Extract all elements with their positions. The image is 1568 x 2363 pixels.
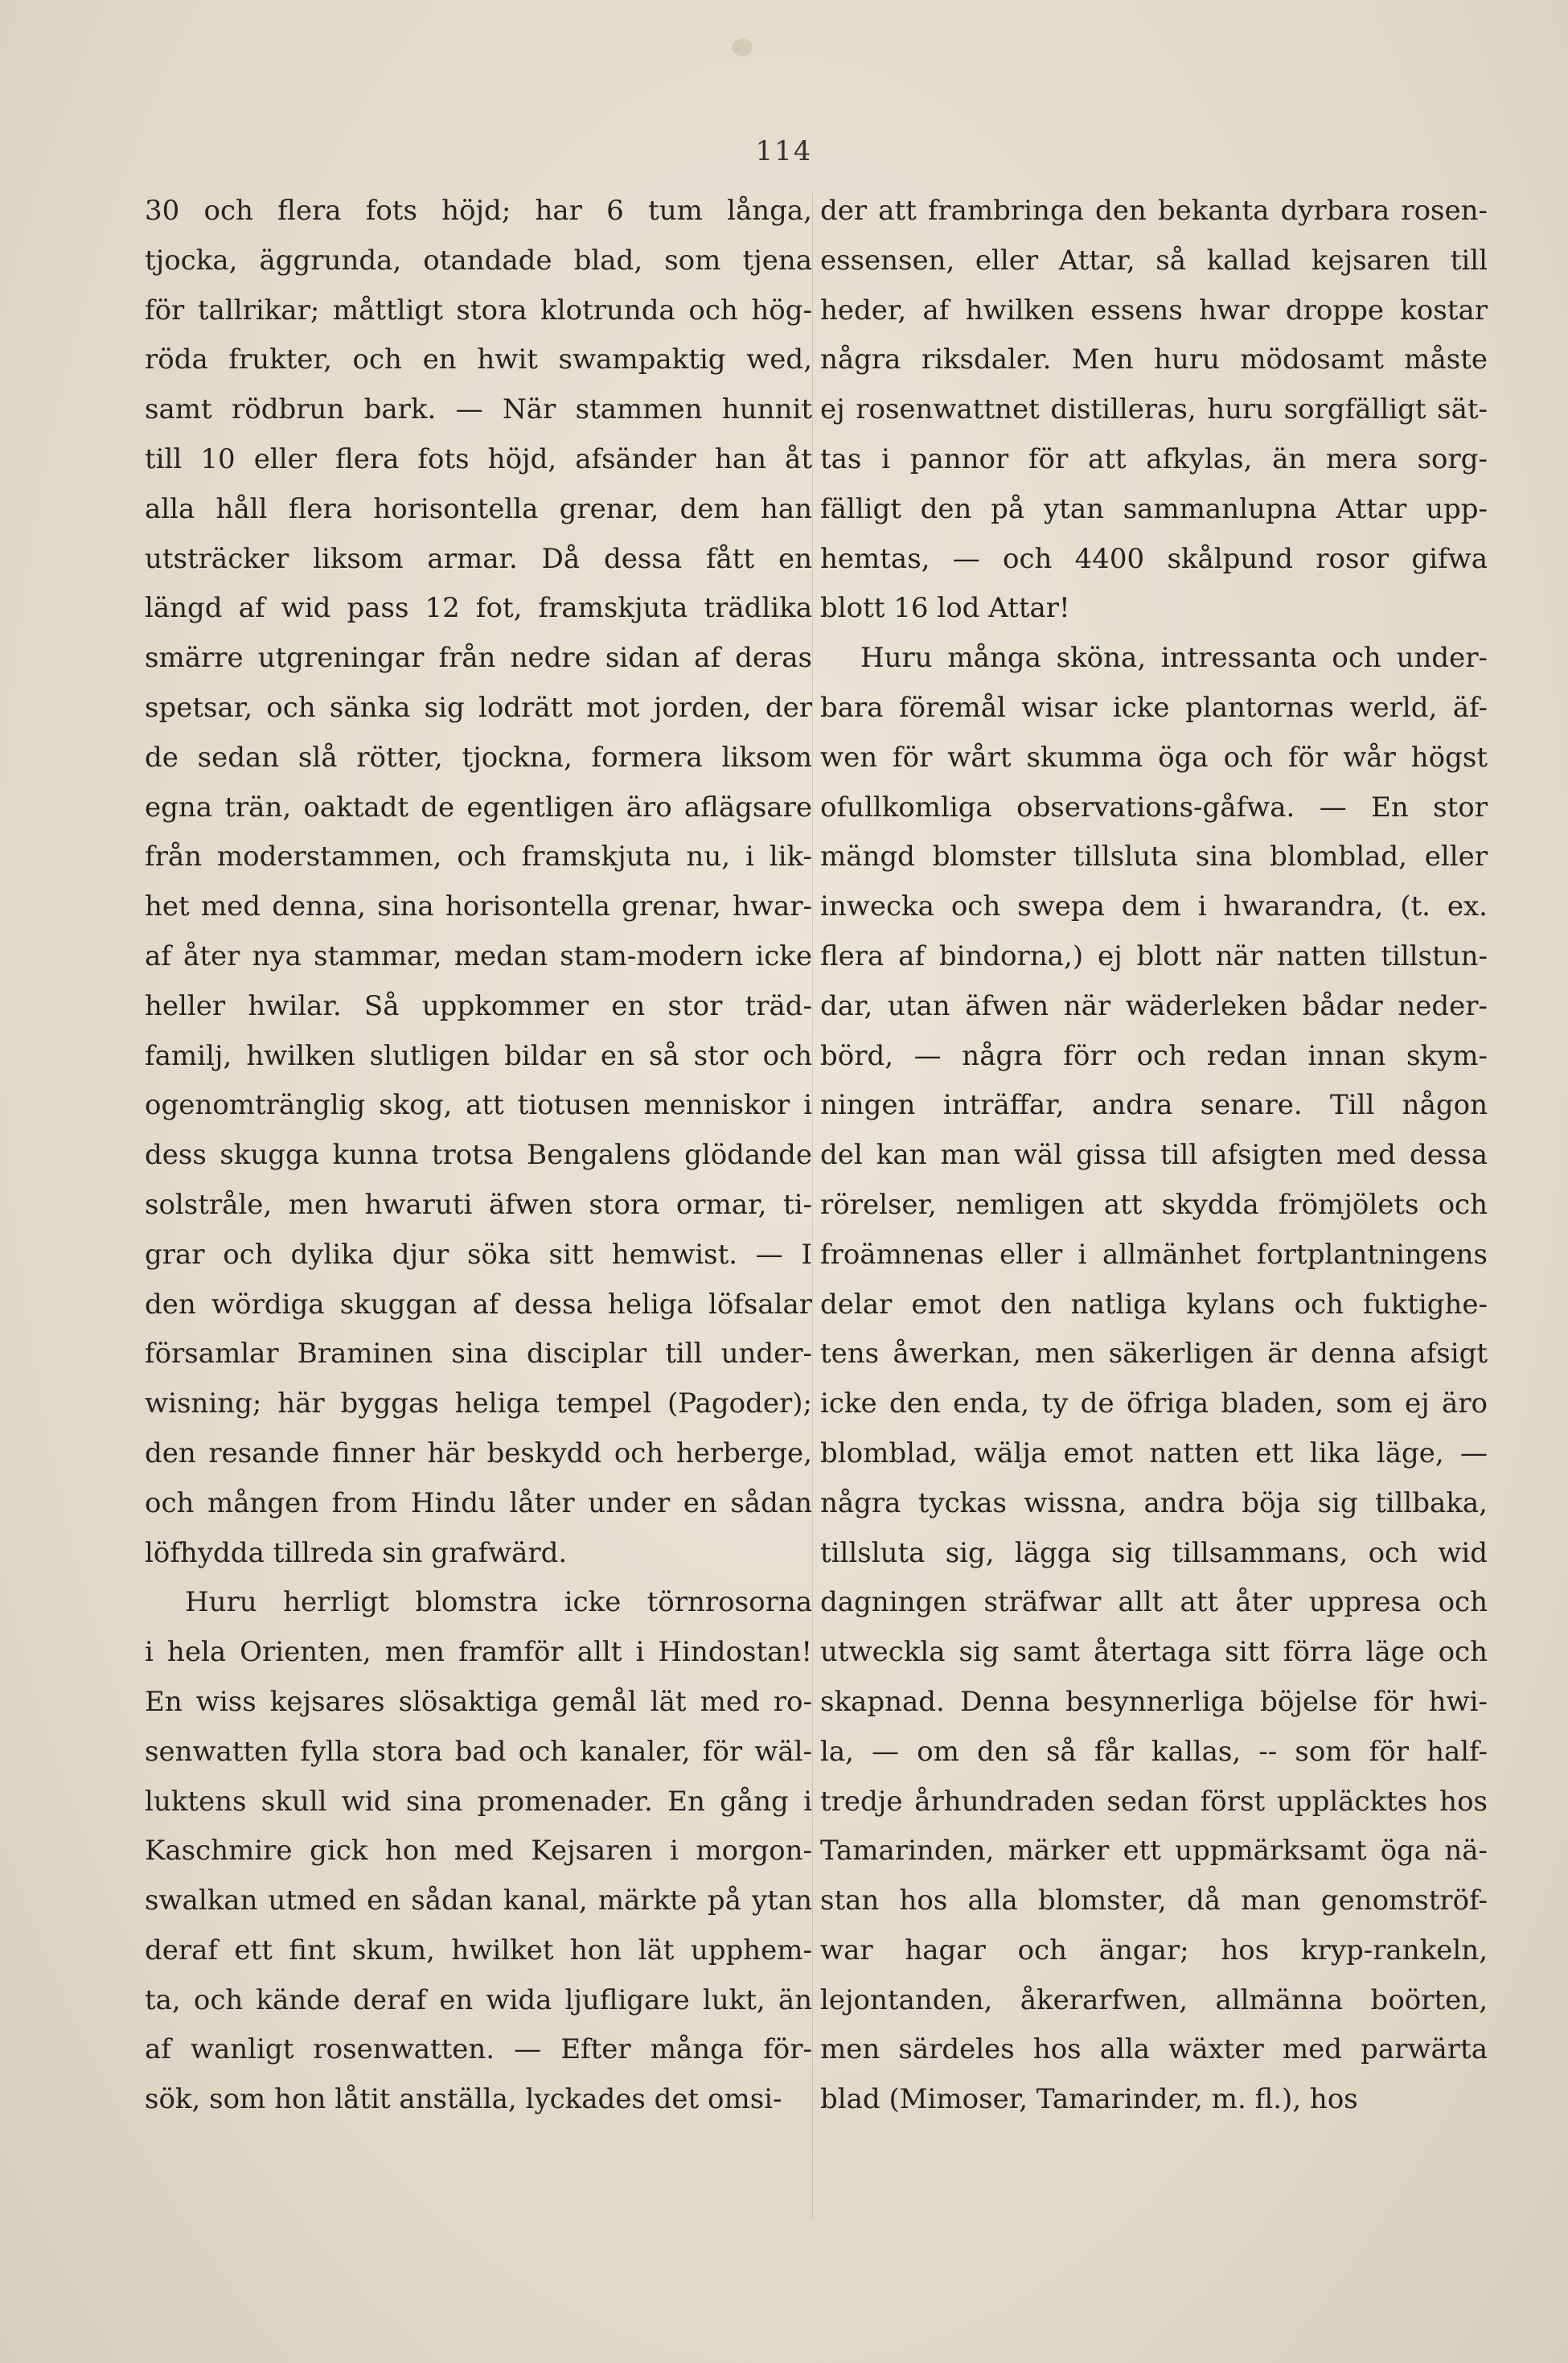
text-line: deraf ett fint skum, hwilket hon lät upphem- (145, 1934, 812, 1966)
text-line: några tyckas wissna, andra böja sig tillbaka, (820, 1486, 1488, 1519)
paper-stain (732, 39, 753, 56)
text-line: egna trän, oaktadt de egentligen äro aflägsare (145, 791, 812, 824)
text-line: blad (Mimoser, Tamarinder, m. fl.), hos (820, 2083, 1358, 2116)
text-line: stan hos alla blomster, då man genomströf- (820, 1884, 1488, 1917)
text-line: swalkan utmed en sådan kanal, märkte på ytan (145, 1884, 812, 1917)
text-line: Tamarinden, märker ett uppmärksamt öga nä- (820, 1835, 1488, 1868)
text-line: fälligt den på ytan sammanlupna Attar upp- (820, 492, 1488, 525)
text-line: de sedan slå rötter, tjockna, formera liksom (145, 741, 812, 774)
text-line: familj, hwilken slutligen bildar en så stor och (145, 1039, 812, 1072)
text-line: längd af wid pass 12 fot, framskjuta trädlika (145, 592, 812, 625)
text-line: hemtas, — och 4400 skålpund rosor gifwa (820, 542, 1488, 575)
text-line: flera af bindorna,) ej blott när natten tillstun- (820, 939, 1488, 972)
text-line: wen för wårt skumma öga och för wår högst (820, 741, 1488, 774)
text-line: delar emot den natliga kylans och fuktighe- (820, 1288, 1488, 1321)
column-divider (812, 193, 813, 2220)
text-line: tas i pannor för att afkylas, än mera sorg- (820, 442, 1488, 475)
text-line: tens åwerkan, men säkerligen är denna afsigt (820, 1338, 1488, 1371)
left-text-column (145, 187, 812, 2125)
text-line: börd, — några förr och redan innan skym- (820, 1039, 1488, 1072)
text-line: sök, som hon låtit anställa, lyckades det omsi- (145, 2083, 782, 2116)
text-line: röda frukter, och en hwit swampaktig wed, (145, 343, 812, 376)
text-line: från moderstammen, och framskjuta nu, i lik- (145, 840, 812, 873)
text-line: alla håll flera horisontella grenar, dem han (145, 492, 812, 525)
text-line: utsträcker liksom armar. Då dessa fått en (145, 542, 812, 575)
text-line: till 10 eller flera fots höjd, afsänder han åt (145, 442, 812, 475)
text-line: tillsluta sig, lägga sig tillsammans, och wid (820, 1536, 1488, 1569)
text-line: och mången from Hindu låter under en sådan (145, 1486, 812, 1519)
text-line: några riksdaler. Men huru mödosamt måste (820, 343, 1488, 376)
text-line: la, — om den så får kallas, -- som för half- (820, 1735, 1488, 1768)
text-line: samt rödbrun bark. — När stammen hunnit (145, 393, 812, 426)
text-line: ogenomtränglig skog, att tiotusen menniskor i (145, 1089, 812, 1122)
text-line: del kan man wäl gissa till afsigten med dessa (820, 1139, 1488, 1172)
text-line: ej rosenwattnet distilleras, huru sorgfälligt sät- (820, 393, 1488, 426)
text-line: wisning; här byggas heliga tempel (Pagoder); (145, 1387, 812, 1420)
text-line: inwecka och swepa dem i hwarandra, (t. ex. (820, 890, 1488, 923)
text-line: af wanligt rosenwatten. — Efter många för- (145, 2033, 812, 2066)
text-line: luktens skull wid sina promenader. En gång i (145, 1785, 812, 1818)
text-line: senwatten fylla stora bad och kanaler, för wäl- (145, 1735, 812, 1768)
text-line: war hagar och ängar; hos kryp-rankeln, (820, 1934, 1488, 1966)
text-line: der att frambringa den bekanta dyrbara rosen- (820, 195, 1488, 227)
text-line: Huru herrligt blomstra icke törnrosorna (185, 1586, 812, 1619)
text-line: Huru många sköna, intressanta och under- (860, 642, 1488, 675)
text-line: mängd blomster tillsluta sina blomblad, eller (820, 840, 1488, 873)
text-line: i hela Orienten, men framför allt i Hindostan! (145, 1636, 812, 1669)
text-line: ningen inträffar, andra senare. Till någon (820, 1089, 1488, 1122)
text-line: utweckla sig samt återtaga sitt förra läge och (820, 1636, 1488, 1669)
text-line: grar och dylika djur söka sitt hemwist. — I (145, 1238, 812, 1271)
text-line: heller hwilar. Så uppkommer en stor träd- (145, 989, 812, 1022)
text-line: blott 16 lod Attar! (820, 592, 1070, 625)
text-line: dagningen sträfwar allt att åter uppresa och (820, 1586, 1488, 1619)
text-line: spetsar, och sänka sig lodrätt mot jorden, der (145, 691, 812, 724)
text-line: rörelser, nemligen att skydda frömjölets och (820, 1188, 1488, 1221)
text-line: froämnenas eller i allmänhet fortplantningens (820, 1238, 1488, 1271)
text-line: het med denna, sina horisontella grenar, hwar- (145, 890, 812, 923)
text-line: men särdeles hos alla wäxter med parwärta (820, 2033, 1488, 2066)
text-line: blomblad, wälja emot natten ett lika läge, — (820, 1436, 1488, 1469)
text-line: tjocka, äggrunda, otandade blad, som tjena (145, 244, 812, 277)
text-line: dar, utan äfwen när wäderleken bådar neder- (820, 989, 1488, 1022)
text-line: heder, af hwilken essens hwar droppe kostar (820, 294, 1488, 327)
text-line: den wördiga skuggan af dessa heliga löfsalar (145, 1288, 812, 1321)
text-line: församlar Braminen sina disciplar till under- (145, 1338, 812, 1371)
text-line: smärre utgreningar från nedre sidan af deras (145, 642, 812, 675)
text-line: dess skugga kunna trotsa Bengalens glödande (145, 1139, 812, 1172)
right-text-column (820, 187, 1488, 2125)
text-line: Kaschmire gick hon med Kejsaren i morgon- (145, 1835, 812, 1868)
text-line: ofullkomliga observations-gåfwa. — En stor (820, 791, 1488, 824)
text-line: tredje århundraden sedan först uppläcktes hos (820, 1785, 1488, 1818)
text-line: för tallrikar; måttligt stora klotrunda och hög- (145, 294, 812, 327)
text-line: af åter nya stammar, medan stam-modern icke (145, 939, 812, 972)
text-line: ta, och kände deraf en wida ljufligare lukt, än (145, 1983, 812, 2016)
text-line: skapnad. Denna besynnerliga böjelse för hwi- (820, 1685, 1488, 1718)
text-line: essensen, eller Attar, så kallad kejsaren till (820, 244, 1488, 277)
text-line: lejontanden, åkerarfwen, allmänna boörten, (820, 1983, 1488, 2016)
text-line: bara föremål wisar icke plantornas werld, äf- (820, 691, 1488, 724)
page-number: 114 (755, 135, 813, 167)
text-line: solstråle, men hwaruti äfwen stora ormar, ti- (145, 1188, 812, 1221)
text-line: den resande finner här beskydd och herberge, (145, 1436, 812, 1469)
text-line: icke den enda, ty de öfriga bladen, som ej äro (820, 1387, 1488, 1420)
text-line: En wiss kejsares slösaktiga gemål lät med ro- (145, 1685, 812, 1718)
text-line: 30 och flera fots höjd; har 6 tum långa, (145, 195, 812, 227)
text-line: löfhydda tillreda sin grafwärd. (145, 1536, 568, 1569)
